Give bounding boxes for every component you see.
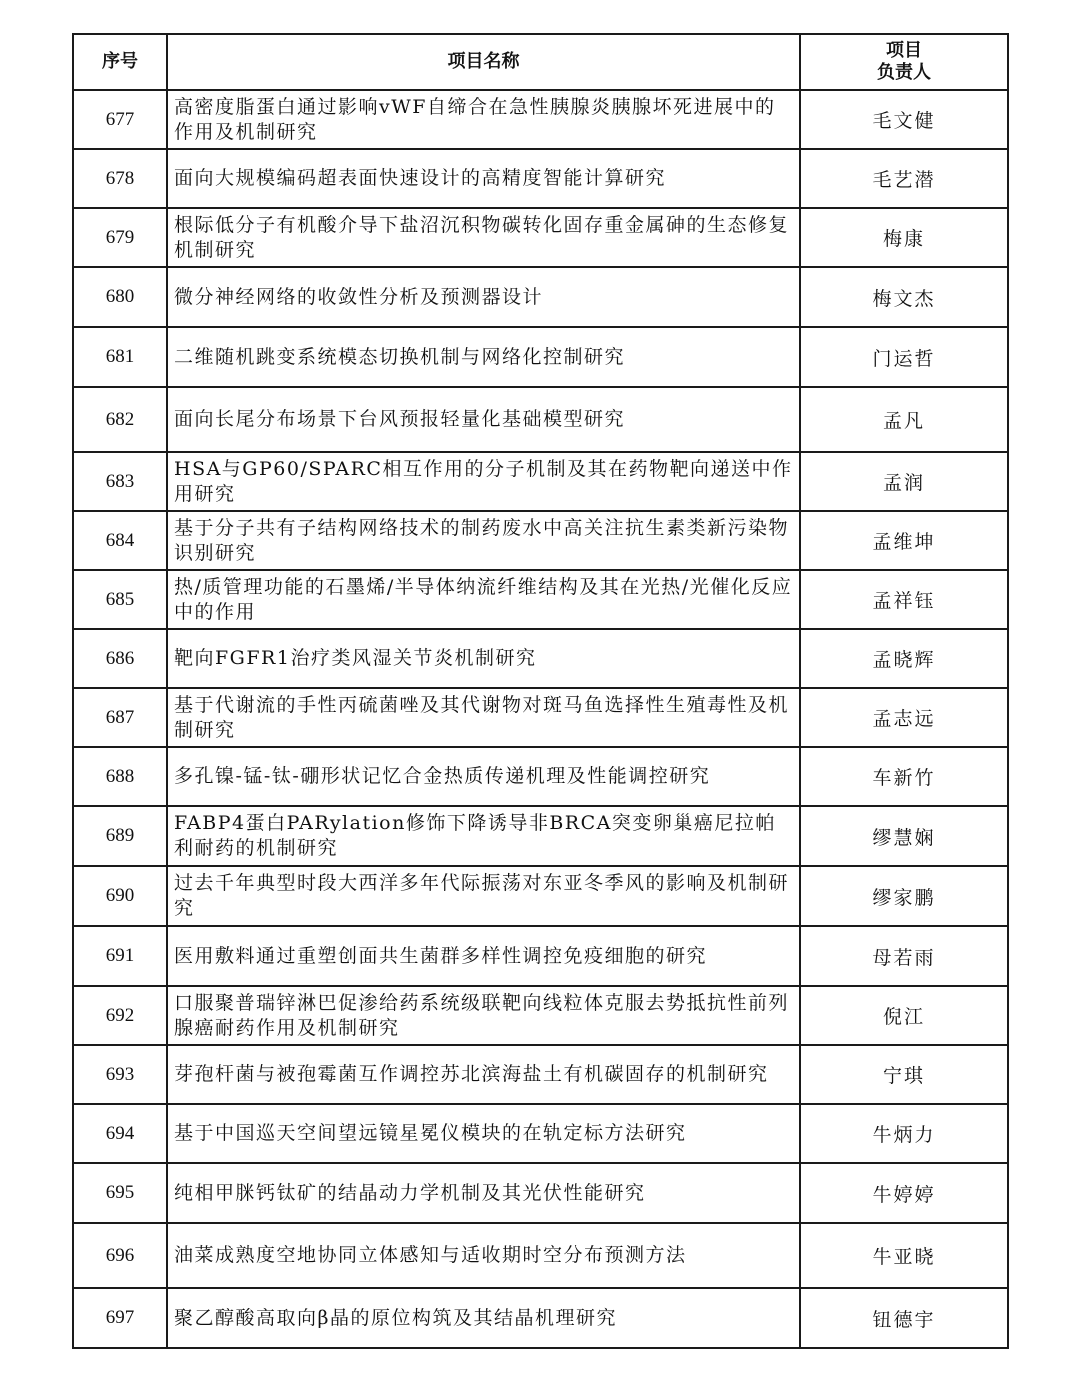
row-number: 695 xyxy=(73,1163,167,1223)
row-number: 685 xyxy=(73,570,167,629)
row-owner: 钮德宇 xyxy=(800,1288,1008,1348)
row-owner: 缪慧娴 xyxy=(800,806,1008,866)
row-owner: 车新竹 xyxy=(800,747,1008,806)
row-project-name: 油菜成熟度空地协同立体感知与适收期时空分布预测方法 xyxy=(167,1223,800,1288)
row-number: 686 xyxy=(73,629,167,688)
table-row xyxy=(73,806,1008,866)
row-owner: 毛艺潜 xyxy=(800,149,1008,208)
row-project-name: 面向大规模编码超表面快速设计的高精度智能计算研究 xyxy=(167,149,800,208)
row-number: 692 xyxy=(73,986,167,1045)
row-owner: 倪江 xyxy=(800,986,1008,1045)
row-owner: 牛炳力 xyxy=(800,1104,1008,1163)
table-row xyxy=(73,866,1008,926)
table-row xyxy=(73,387,1008,452)
table-row xyxy=(73,629,1008,688)
table-row xyxy=(73,90,1008,149)
table-row xyxy=(73,1288,1008,1348)
row-project-name: 高密度脂蛋白通过影响vWF自缔合在急性胰腺炎胰腺坏死进展中的作用及机制研究 xyxy=(167,90,800,149)
row-number: 688 xyxy=(73,747,167,806)
row-owner: 母若雨 xyxy=(800,926,1008,986)
row-number: 693 xyxy=(73,1045,167,1104)
table-row xyxy=(73,688,1008,747)
header-project-name: 项目名称 xyxy=(167,34,800,90)
table-row xyxy=(73,1163,1008,1223)
row-project-name: 过去千年典型时段大西洋多年代际振荡对东亚冬季风的影响及机制研究 xyxy=(167,866,800,926)
table-row xyxy=(73,267,1008,327)
row-project-name: 靶向FGFR1治疗类风湿关节炎机制研究 xyxy=(167,629,800,688)
table-row xyxy=(73,1045,1008,1104)
row-owner: 梅康 xyxy=(800,208,1008,267)
row-owner: 孟维坤 xyxy=(800,511,1008,570)
header-owner-line2: 负责人 xyxy=(877,62,931,83)
row-owner: 毛文健 xyxy=(800,90,1008,149)
table-row xyxy=(73,747,1008,806)
row-project-name: 基于分子共有子结构网络技术的制药废水中高关注抗生素类新污染物识别研究 xyxy=(167,511,800,570)
row-owner: 孟润 xyxy=(800,452,1008,511)
row-project-name: 二维随机跳变系统模态切换机制与网络化控制研究 xyxy=(167,327,800,387)
header-owner xyxy=(800,34,1008,90)
row-project-name: 口服聚普瑞锌淋巴促渗给药系统级联靶向线粒体克服去势抵抗性前列腺癌耐药作用及机制研究 xyxy=(167,986,800,1045)
table-row xyxy=(73,986,1008,1045)
row-owner: 孟凡 xyxy=(800,387,1008,452)
row-project-name: 多孔镍-锰-钛-硼形状记忆合金热质传递机理及性能调控研究 xyxy=(167,747,800,806)
row-project-name: 面向长尾分布场景下台风预报轻量化基础模型研究 xyxy=(167,387,800,452)
row-project-name: 热/质管理功能的石墨烯/半导体纳流纤维结构及其在光热/光催化反应中的作用 xyxy=(167,570,800,629)
row-number: 689 xyxy=(73,806,167,866)
row-project-name: 纯相甲脒钙钛矿的结晶动力学机制及其光伏性能研究 xyxy=(167,1163,800,1223)
table-header xyxy=(73,34,1008,90)
table-row xyxy=(73,511,1008,570)
row-owner: 牛亚晓 xyxy=(800,1223,1008,1288)
header-row xyxy=(73,34,1008,90)
header-number: 序号 xyxy=(73,34,167,90)
row-project-name: FABP4蛋白PARylation修饰下降诱导非BRCA突变卵巢癌尼拉帕利耐药的机制研究 xyxy=(167,806,800,866)
row-number: 677 xyxy=(73,90,167,149)
row-project-name: 芽孢杆菌与被孢霉菌互作调控苏北滨海盐土有机碳固存的机制研究 xyxy=(167,1045,800,1104)
table-row xyxy=(73,149,1008,208)
row-owner: 孟祥钰 xyxy=(800,570,1008,629)
row-project-name: 医用敷料通过重塑创面共生菌群多样性调控免疫细胞的研究 xyxy=(167,926,800,986)
header-owner-line1: 项目 xyxy=(886,40,922,61)
row-owner: 门运哲 xyxy=(800,327,1008,387)
row-owner: 梅文杰 xyxy=(800,267,1008,327)
row-project-name: 聚乙醇酸高取向β晶的原位构筑及其结晶机理研究 xyxy=(167,1288,800,1348)
table-row xyxy=(73,926,1008,986)
row-number: 678 xyxy=(73,149,167,208)
row-number: 694 xyxy=(73,1104,167,1163)
project-table-wrapper xyxy=(72,33,1007,1349)
row-number: 679 xyxy=(73,208,167,267)
row-project-name: 基于中国巡天空间望远镜星冕仪模块的在轨定标方法研究 xyxy=(167,1104,800,1163)
table-row xyxy=(73,1104,1008,1163)
row-project-name: HSA与GP60/SPARC相互作用的分子机制及其在药物靶向递送中作用研究 xyxy=(167,452,800,511)
row-number: 697 xyxy=(73,1288,167,1348)
table-row xyxy=(73,570,1008,629)
row-number: 681 xyxy=(73,327,167,387)
table-row xyxy=(73,327,1008,387)
row-number: 684 xyxy=(73,511,167,570)
row-number: 690 xyxy=(73,866,167,926)
row-owner: 孟志远 xyxy=(800,688,1008,747)
row-project-name: 根际低分子有机酸介导下盐沼沉积物碳转化固存重金属砷的生态修复机制研究 xyxy=(167,208,800,267)
row-project-name: 基于代谢流的手性丙硫菌唑及其代谢物对斑马鱼选择性生殖毒性及机制研究 xyxy=(167,688,800,747)
row-number: 691 xyxy=(73,926,167,986)
row-owner: 宁琪 xyxy=(800,1045,1008,1104)
row-number: 680 xyxy=(73,267,167,327)
row-number: 682 xyxy=(73,387,167,452)
table-row xyxy=(73,208,1008,267)
row-owner: 牛婷婷 xyxy=(800,1163,1008,1223)
row-owner: 缪家鹏 xyxy=(800,866,1008,926)
row-number: 687 xyxy=(73,688,167,747)
table-body xyxy=(73,90,1008,1348)
project-table xyxy=(72,33,1009,1349)
row-owner: 孟晓辉 xyxy=(800,629,1008,688)
row-project-name: 微分神经网络的收敛性分析及预测器设计 xyxy=(167,267,800,327)
table-row xyxy=(73,452,1008,511)
row-number: 696 xyxy=(73,1223,167,1288)
table-row xyxy=(73,1223,1008,1288)
row-number: 683 xyxy=(73,452,167,511)
